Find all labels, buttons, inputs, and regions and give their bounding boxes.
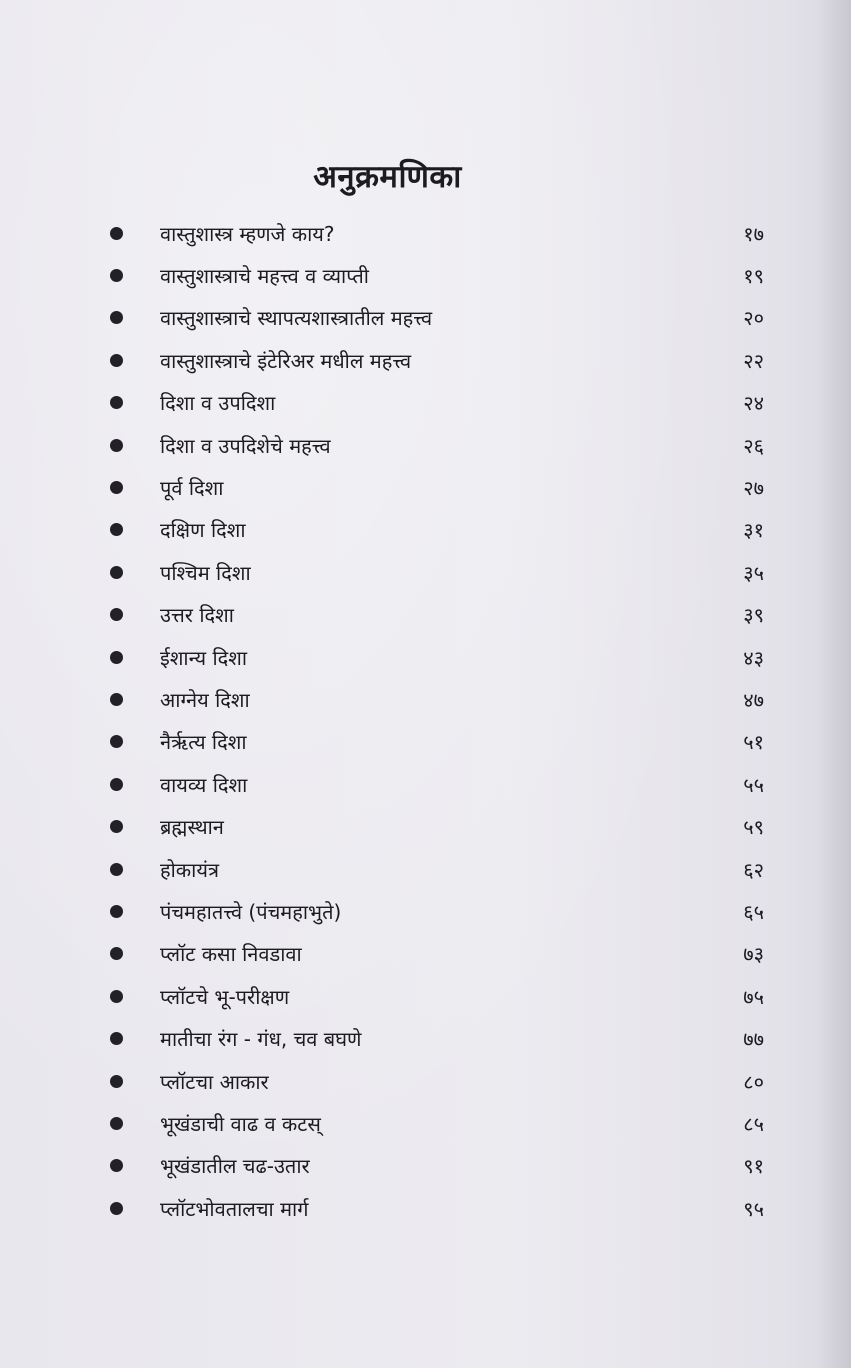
toc-entry-label: भूखंडाची वाढ व कटस् [160, 1111, 321, 1136]
toc-entry-label: नैर्ऋत्य दिशा [160, 730, 247, 755]
toc-entry [110, 297, 770, 339]
toc-entry-page-number: ३१ [743, 518, 764, 543]
toc-entry [110, 678, 770, 720]
toc-entry [110, 466, 770, 508]
toc-entry-page-number: १९ [743, 264, 764, 289]
toc-entry-label: दिशा व उपदिशा [160, 391, 276, 416]
toc-entry-page-number: ७३ [743, 942, 764, 967]
bullet-icon [110, 905, 123, 918]
bullet-icon [110, 523, 123, 536]
toc-entry-page-number: ९५ [743, 1196, 764, 1221]
toc-entry-label: वास्तुशास्त्राचे स्थापत्यशास्त्रातील महत्त्व [160, 306, 433, 331]
toc-entry-page-number: १७ [743, 221, 764, 246]
bullet-icon [110, 566, 123, 579]
toc-entry-label: भूखंडातील चढ-उतार [160, 1154, 310, 1179]
page-title: अनुक्रमणिका [313, 158, 462, 195]
toc-entry-page-number: २४ [743, 391, 764, 416]
toc-entry-label: पूर्व दिशा [160, 476, 224, 501]
bullet-icon [110, 1117, 123, 1130]
toc-entry [110, 805, 770, 847]
toc-entry [110, 1017, 770, 1059]
toc-entry [110, 763, 770, 805]
toc-entry-page-number: ४७ [743, 687, 764, 712]
toc-entry-label: वास्तुशास्त्राचे महत्त्व व व्याप्ती [160, 264, 369, 289]
toc-entry-page-number: ८५ [743, 1111, 764, 1136]
toc-entry-label: ईशान्य दिशा [160, 645, 248, 670]
bullet-icon [110, 608, 123, 621]
toc-entry-page-number: २७ [743, 476, 764, 501]
toc-entry [110, 339, 770, 381]
toc-entry [110, 933, 770, 975]
bullet-icon [110, 820, 123, 833]
toc-entry-page-number: ६२ [743, 857, 764, 882]
toc-entry [110, 721, 770, 763]
toc-entry-label: प्लॉट कसा निवडावा [160, 942, 302, 967]
bullet-icon [110, 311, 123, 324]
toc-entry [110, 975, 770, 1017]
bullet-icon [110, 863, 123, 876]
toc-entry-label: वायव्य दिशा [160, 772, 248, 797]
toc-entry-page-number: २० [743, 306, 764, 331]
page-edge-shadow [817, 0, 851, 1368]
toc-entry-label: पश्चिम दिशा [160, 560, 251, 585]
toc-entry-label: पंचमहातत्त्वे (पंचमहाभुते) [160, 899, 342, 924]
toc-entry-label: वास्तुशास्त्राचे इंटेरिअर मधील महत्त्व [160, 348, 412, 373]
toc-entry-page-number: ६५ [743, 899, 764, 924]
toc-entry [110, 636, 770, 678]
bullet-icon [110, 354, 123, 367]
toc-entry-label: आग्नेय दिशा [160, 687, 250, 712]
toc-entry-label: वास्तुशास्त्र म्हणजे काय? [160, 221, 335, 246]
toc-entry [110, 1145, 770, 1187]
toc-entry-label: उत्तर दिशा [160, 603, 234, 628]
bullet-icon [110, 396, 123, 409]
toc-entry-label: मातीचा रंग - गंध, चव बघणे [160, 1027, 362, 1052]
toc-entry [110, 848, 770, 890]
toc-entry-label: प्लॉटभोवतालचा मार्ग [160, 1196, 309, 1221]
toc-entry [110, 424, 770, 466]
toc-entry [110, 254, 770, 296]
toc-entry-label: प्लॉटचे भू-परीक्षण [160, 984, 290, 1009]
toc-entry-page-number: ५९ [743, 815, 764, 840]
bullet-icon [110, 481, 123, 494]
bullet-icon [110, 1202, 123, 1215]
bullet-icon [110, 1032, 123, 1045]
toc-entry [110, 890, 770, 932]
toc-entry-label: प्लॉटचा आकार [160, 1069, 269, 1094]
toc-entry [110, 212, 770, 254]
bullet-icon [110, 947, 123, 960]
toc-entry-page-number: ४३ [743, 645, 764, 670]
toc-entry-label: होकायंत्र [160, 857, 219, 882]
bullet-icon [110, 269, 123, 282]
toc-entry-page-number: ५५ [743, 772, 764, 797]
toc-entry-page-number: २६ [743, 433, 764, 458]
toc-entry-page-number: ९१ [743, 1154, 764, 1179]
toc-entry [110, 551, 770, 593]
toc-entry-page-number: ७५ [743, 984, 764, 1009]
bullet-icon [110, 778, 123, 791]
toc-entry-page-number: ५१ [743, 730, 764, 755]
toc-entry-label: ब्रह्मस्थान [160, 815, 224, 840]
toc-entry [110, 509, 770, 551]
bullet-icon [110, 1075, 123, 1088]
toc-entry-label: दक्षिण दिशा [160, 518, 246, 543]
bullet-icon [110, 990, 123, 1003]
bullet-icon [110, 439, 123, 452]
table-of-contents [110, 212, 770, 1229]
toc-entry-label: दिशा व उपदिशेचे महत्त्व [160, 433, 331, 458]
toc-entry-page-number: ७७ [743, 1027, 764, 1052]
toc-entry-page-number: २२ [743, 348, 764, 373]
bullet-icon [110, 651, 123, 664]
toc-entry [110, 382, 770, 424]
bullet-icon [110, 227, 123, 240]
bullet-icon [110, 693, 123, 706]
bullet-icon [110, 1159, 123, 1172]
toc-entry [110, 1060, 770, 1102]
bullet-icon [110, 735, 123, 748]
toc-entry [110, 1187, 770, 1229]
toc-entry [110, 1102, 770, 1144]
toc-entry-page-number: ८० [743, 1069, 764, 1094]
toc-entry-page-number: ३५ [743, 560, 764, 585]
toc-entry-page-number: ३९ [743, 603, 764, 628]
toc-entry [110, 594, 770, 636]
